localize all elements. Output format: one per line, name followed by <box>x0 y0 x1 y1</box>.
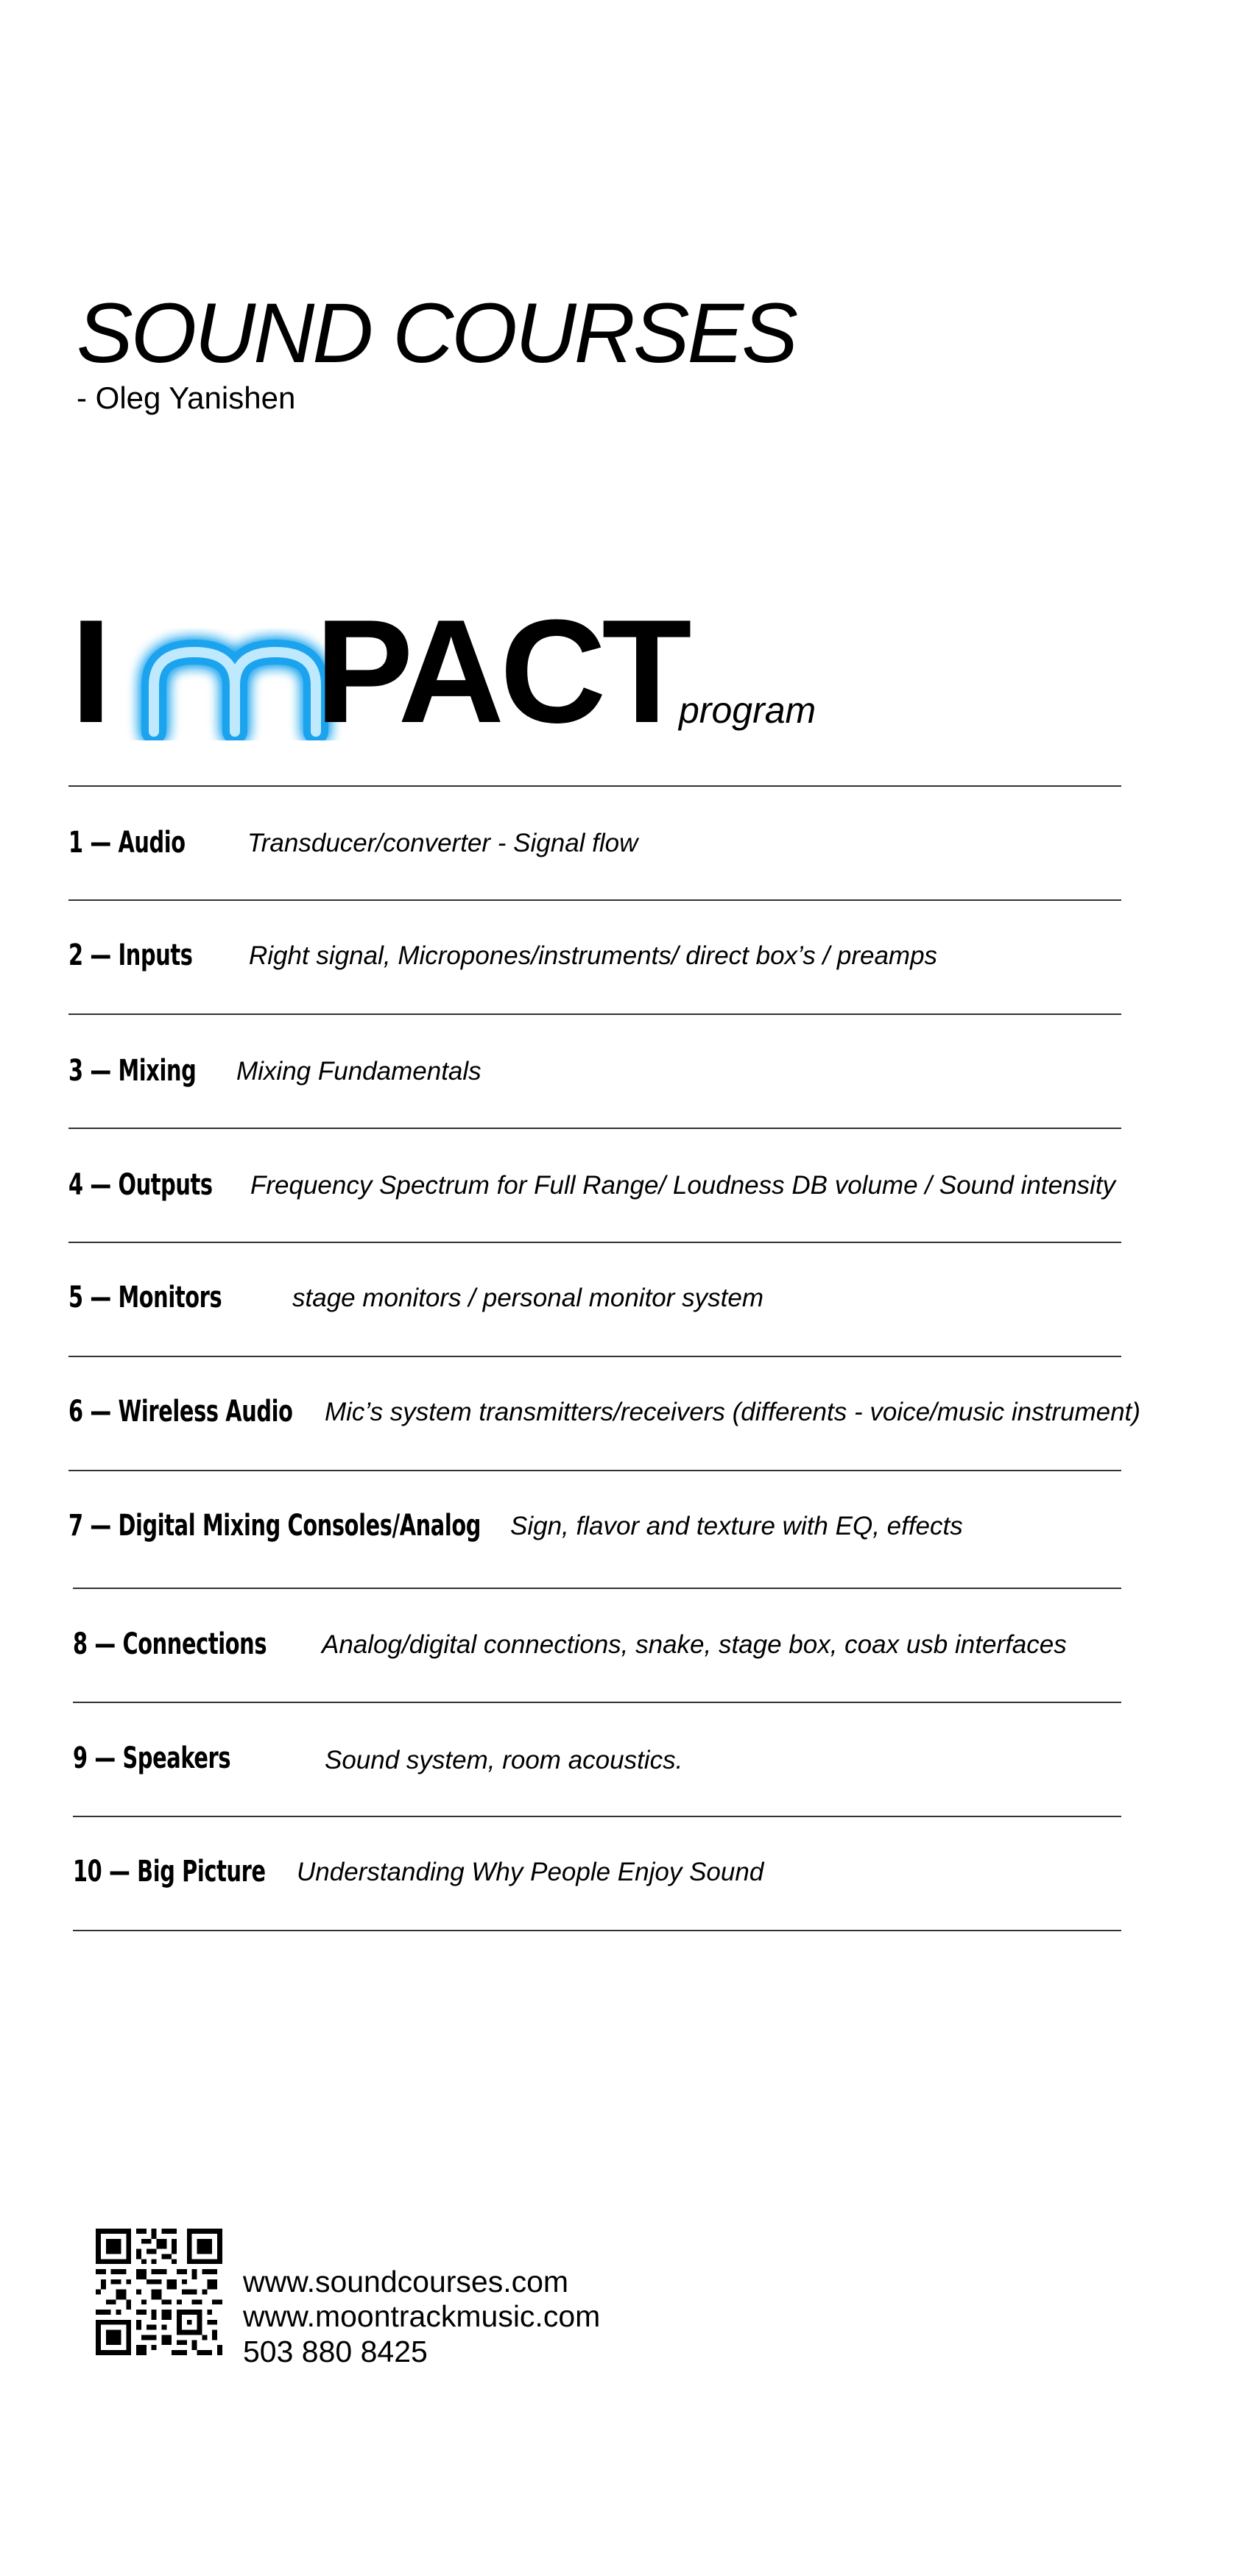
divider <box>73 1816 1121 1817</box>
course-item-speakers <box>73 1736 292 1780</box>
course-title: 10 — Big Picture <box>73 1855 266 1889</box>
logo-program-suffix: program <box>679 690 817 731</box>
course-title: 7 — Digital Mixing Consoles/Analog <box>68 1509 482 1543</box>
course-title: 1 — Audio <box>68 826 186 860</box>
course-description: Frequency Spectrum for Full Range/ Loudness DB volume / Sound intensity <box>250 1171 1116 1200</box>
course-item-inputs <box>68 933 241 977</box>
course-description: Mic’s system transmitters/receivers (differents - voice/music instrument) <box>325 1398 1140 1426</box>
course-title: 2 — Inputs <box>68 938 193 972</box>
course-title: 6 — Wireless Audio <box>68 1395 293 1429</box>
course-description: Transducer/converter - Signal flow <box>247 829 638 857</box>
page-title: SOUND COURSES <box>77 286 796 381</box>
divider <box>68 1128 1121 1129</box>
logo-letter-i: I <box>71 590 112 754</box>
divider <box>68 1013 1121 1015</box>
course-item-monitors <box>68 1275 281 1320</box>
divider <box>68 1356 1121 1357</box>
course-description: Sign, flavor and texture with EQ, effects <box>510 1512 963 1540</box>
course-item-outputs <box>68 1163 269 1207</box>
course-description: stage monitors / personal monitor system <box>292 1284 763 1312</box>
course-description: Mixing Fundamentals <box>236 1057 482 1086</box>
divider <box>68 899 1121 901</box>
divider <box>73 1588 1121 1589</box>
divider <box>68 785 1121 787</box>
course-title: 9 — Speakers <box>73 1741 231 1775</box>
course-item-audio <box>68 821 230 865</box>
website-link-soundcourses[interactable]: www.soundcourses.com <box>243 2265 569 2299</box>
course-description: Sound system, room acoustics. <box>325 1746 683 1774</box>
divider <box>73 1930 1121 1931</box>
logo-letters-pact: PACT <box>315 590 688 754</box>
qr-code-icon <box>96 2229 222 2355</box>
course-title: 5 — Monitors <box>68 1281 222 1314</box>
divider <box>68 1470 1121 1471</box>
course-title: 8 — Connections <box>73 1627 267 1661</box>
website-link-moontrackmusic[interactable]: www.moontrackmusic.com <box>243 2299 601 2333</box>
phone-number: 503 880 8425 <box>243 2335 428 2368</box>
course-item-connections <box>73 1622 342 1666</box>
author-name: - Oleg Yanishen <box>77 381 296 415</box>
course-description: Analog/digital connections, snake, stage box, coax usb interfaces <box>322 1630 1067 1659</box>
divider <box>73 1702 1121 1703</box>
course-item-mixing <box>68 1049 246 1093</box>
divider <box>68 1242 1121 1243</box>
course-description: Understanding Why People Enjoy Sound <box>297 1858 764 1886</box>
course-description: Right signal, Micropones/instruments/ direct box’s / preamps <box>249 941 938 970</box>
course-title: 3 — Mixing <box>68 1054 197 1088</box>
course-title: 4 — Outputs <box>68 1168 213 1202</box>
